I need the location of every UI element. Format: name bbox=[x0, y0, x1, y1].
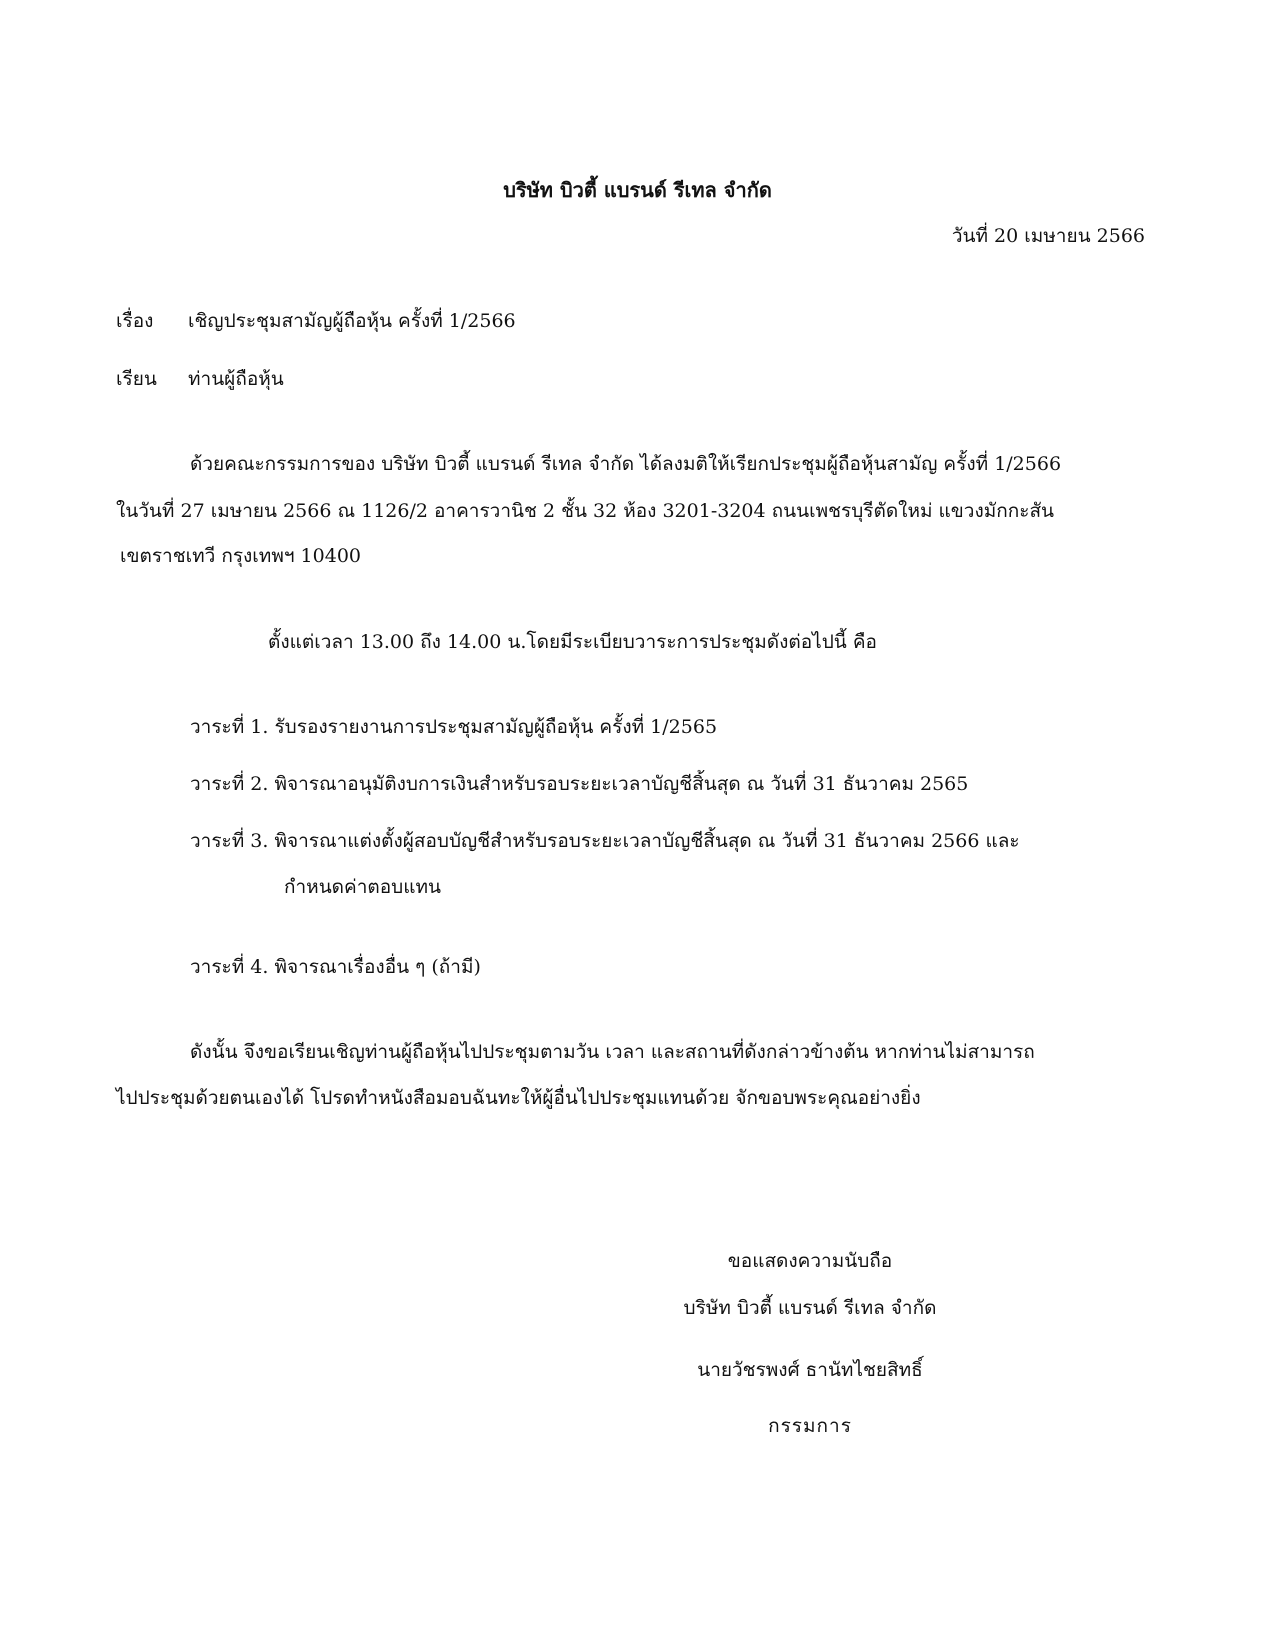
agenda-item-4: วาระที่ 4. พิจารณาเรื่องอื่น ๆ (ถ้ามี) bbox=[190, 956, 481, 978]
agenda-item-1: วาระที่ 1. รับรองรายงานการประชุมสามัญผู้ถือหุ้น ครั้งที่ 1/2565 bbox=[190, 716, 718, 738]
signature-regards: ขอแสดงความนับถือ bbox=[727, 1250, 893, 1272]
agenda-item-3: วาระที่ 3. พิจารณาแต่งตั้งผู้สอบบัญชีสำหรับรอบระยะเวลาบัญชีสิ้นสุด ณ วันที่ 31 ธันวาคม 2566 และ bbox=[190, 830, 1020, 852]
subject-label: เรื่อง bbox=[116, 310, 154, 332]
closing-line-2: ไปประชุมด้วยตนเองได้ โปรดทำหนังสือมอบฉันทะให้ผู้อื่นไปประชุมแทนด้วย จักขอบพระคุณอย่างยิ่ง bbox=[116, 1087, 921, 1109]
intro-line-1: ด้วยคณะกรรมการของ บริษัท บิวตี้ แบรนด์ รีเทล จำกัด ได้ลงมติให้เรียกประชุมผู้ถือหุ้นสามัญ ครั้งที่ 1/2566 bbox=[190, 453, 1062, 475]
company-title: บริษัท บิวตี้ แบรนด์ รีเทล จำกัด bbox=[503, 178, 772, 202]
closing-line-1: ดังนั้น จึงขอเรียนเชิญท่านผู้ถือหุ้นไปประชุมตามวัน เวลา และสถานที่ดังกล่าวข้างต้น หากท่านไม่สามารถ bbox=[190, 1041, 1035, 1063]
recipient-label: เรียน bbox=[116, 368, 157, 390]
recipient-line bbox=[116, 365, 284, 393]
document-date: วันที่ 20 เมษายน 2566 bbox=[951, 225, 1145, 247]
signature-name: นายวัชรพงศ์ ธานัทไชยสิทธิ์ bbox=[697, 1359, 923, 1381]
intro-line-3: เขตราชเทวี กรุงเทพฯ 10400 bbox=[120, 545, 361, 567]
recipient-text: ท่านผู้ถือหุ้น bbox=[188, 368, 284, 390]
agenda-item-2: วาระที่ 2. พิจารณาอนุมัติงบการเงินสำหรับรอบระยะเวลาบัญชีสิ้นสุด ณ วันที่ 31 ธันวาคม 2565 bbox=[190, 773, 969, 795]
subject-text: เชิญประชุมสามัญผู้ถือหุ้น ครั้งที่ 1/2566 bbox=[188, 310, 516, 332]
intro-line-2: ในวันที่ 27 เมษายน 2566 ณ 1126/2 อาคารวานิช 2 ชั้น 32 ห้อง 3201-3204 ถนนเพชรบุรีตัดใหม่ แขวงมักกะสัน bbox=[116, 500, 1055, 522]
meeting-time-line: ตั้งแต่เวลา 13.00 ถึง 14.00 น.โดยมีระเบียบวาระการประชุมดังต่อไปนี้ คือ bbox=[268, 631, 877, 653]
signature-company: บริษัท บิวตี้ แบรนด์ รีเทล จำกัด bbox=[683, 1297, 937, 1319]
signature-title: กรรมการ bbox=[768, 1415, 852, 1437]
agenda-item-3-continuation: กำหนดค่าตอบแทน bbox=[284, 876, 441, 898]
subject-line bbox=[116, 307, 516, 335]
